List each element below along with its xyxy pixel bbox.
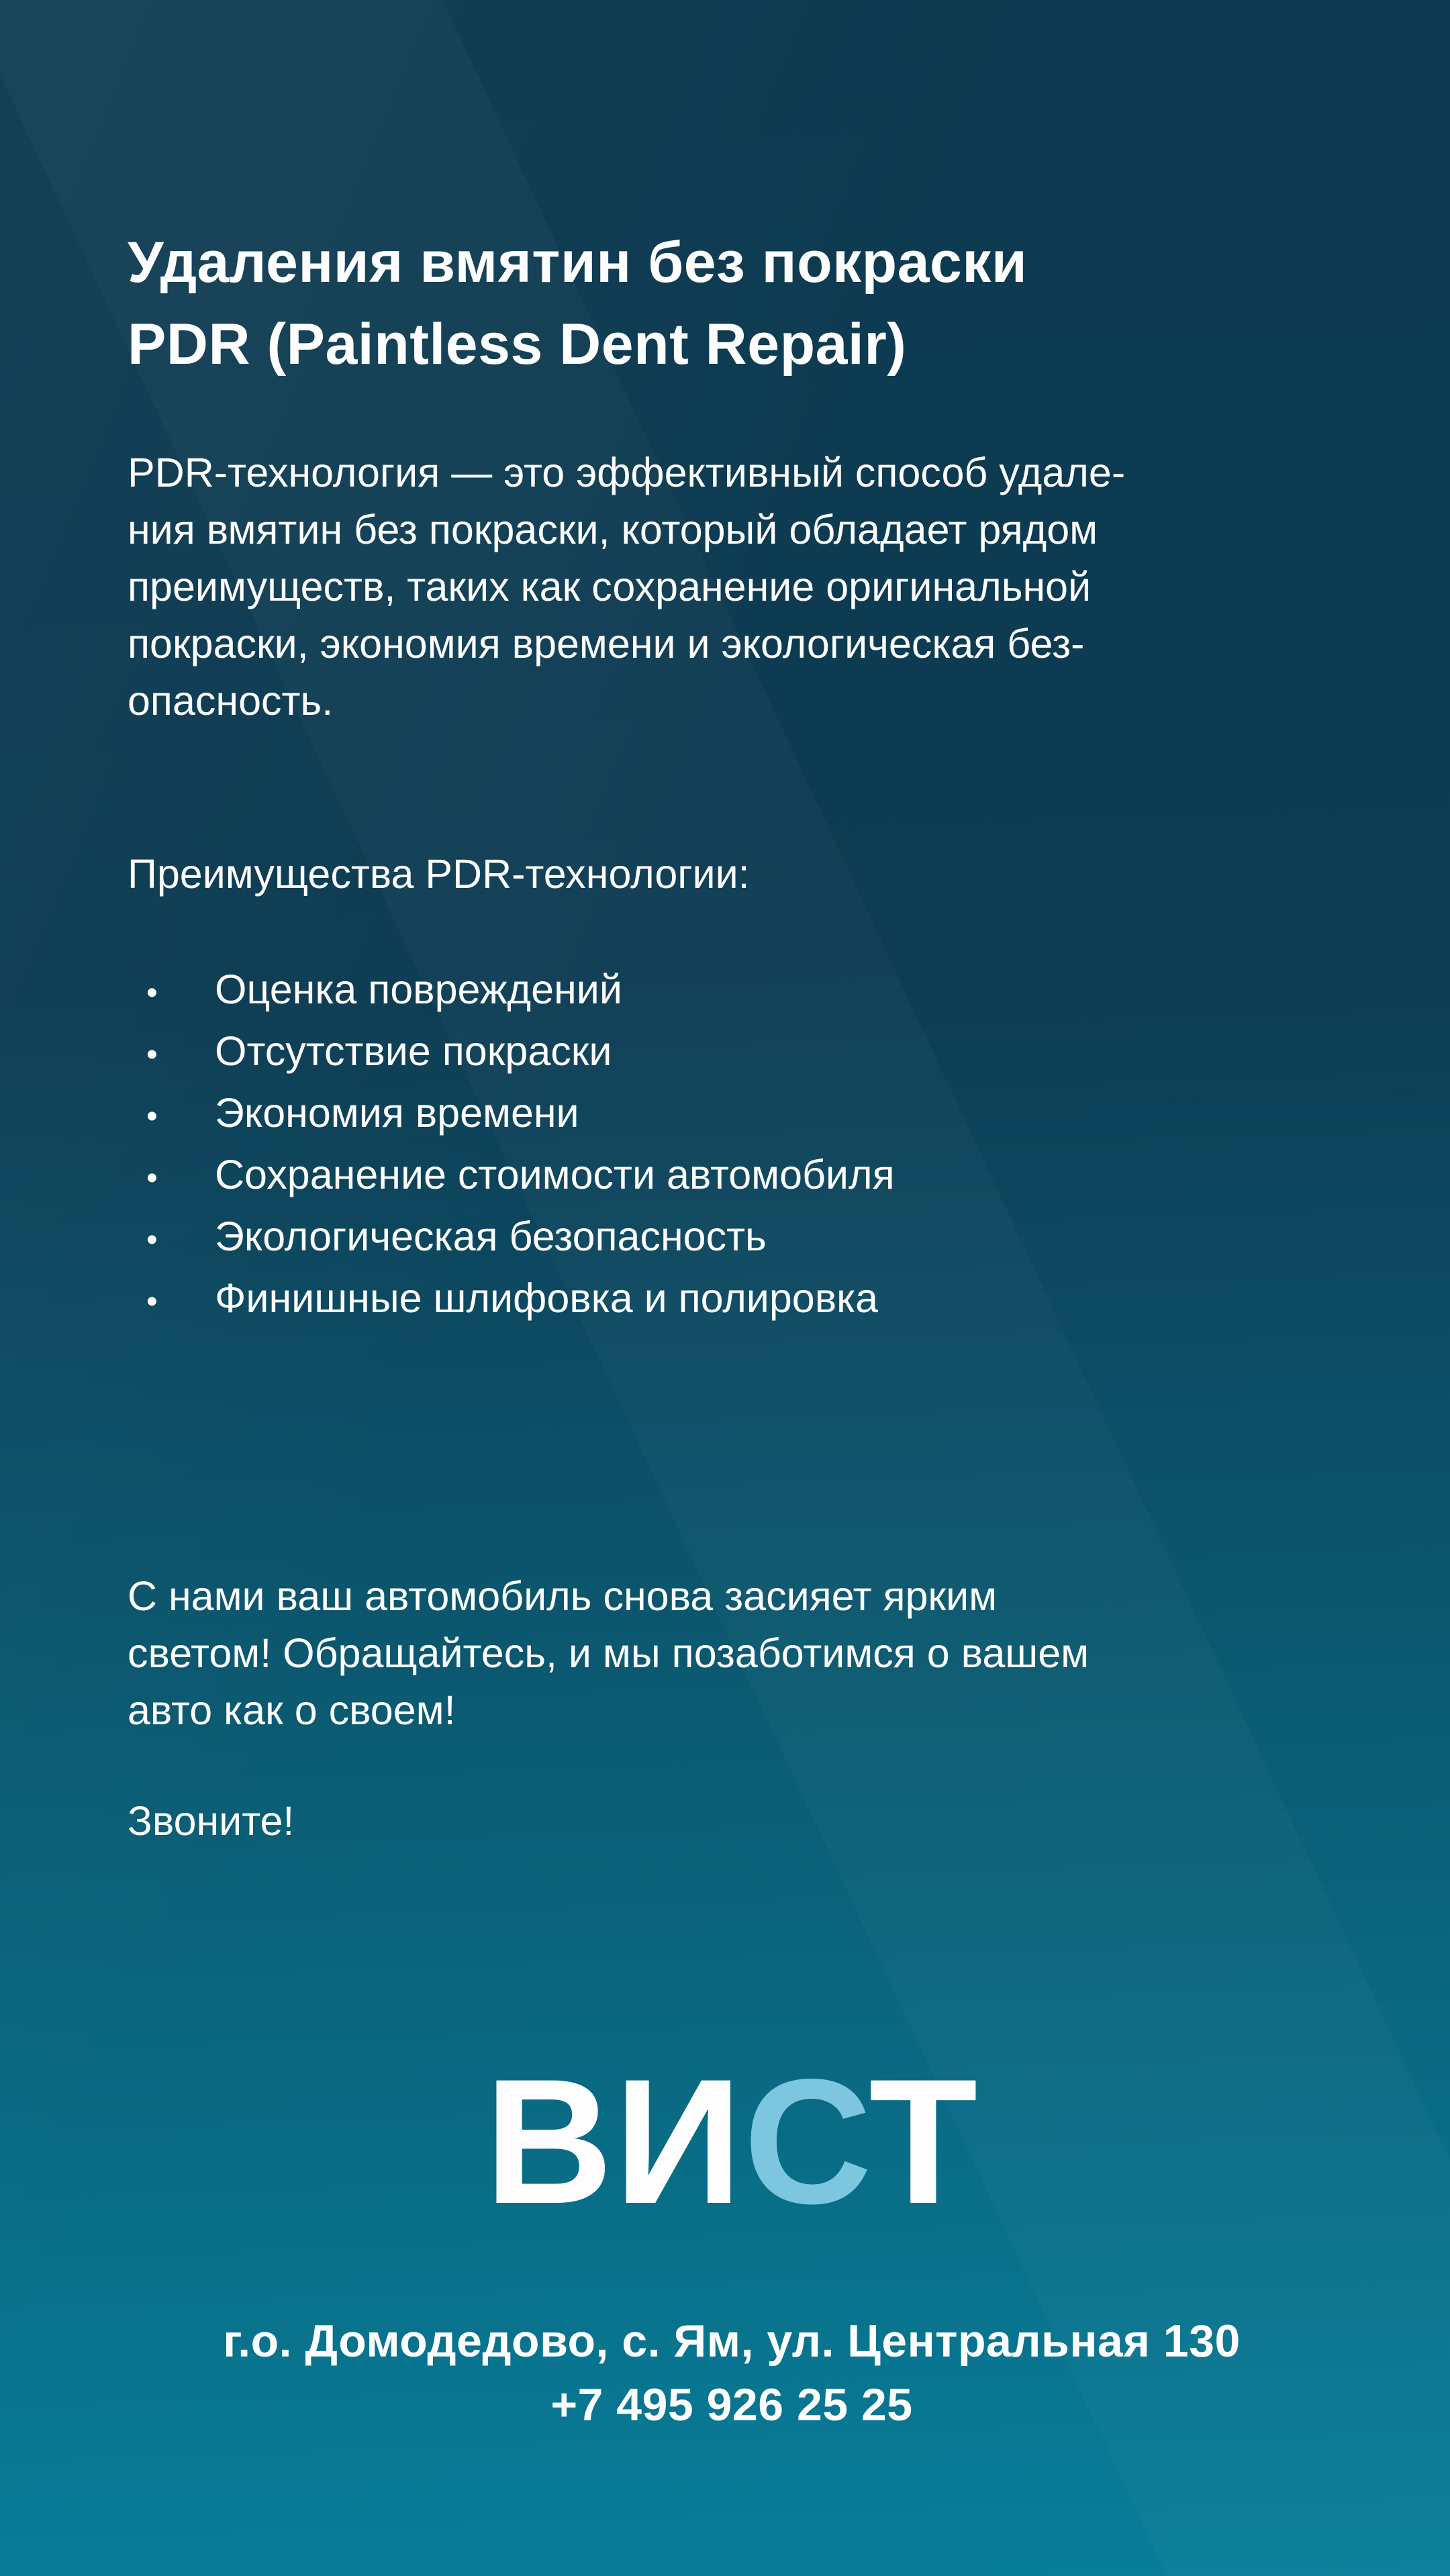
intro-line: покраски, экономия времени и экологическая без- (128, 621, 1085, 666)
advantage-label: Сохранение стоимости автомобиля (215, 1152, 895, 1197)
phone-line: +7 495 926 25 25 (550, 2379, 913, 2430)
closing-line: С нами ваш автомобиль снова засияет ярким (128, 1573, 998, 1619)
intro-line: PDR-технология — это эффективный способ удале- (128, 450, 1126, 495)
bullet-icon: • (146, 1160, 158, 1196)
list-item (128, 960, 1336, 1022)
footer (128, 2310, 1336, 2437)
call-to-action: Звоните! (128, 1798, 295, 1844)
intro-line: ния вмятин без покраски, который обладает рядом (128, 507, 1098, 552)
intro-line: преимуществ, таких как сохранение оригинальной (128, 564, 1092, 609)
bullet-icon: • (146, 1284, 158, 1320)
list-item (128, 1022, 1336, 1084)
advantages-list (128, 960, 1336, 1331)
advantage-label: Финишные шлифовка и полировка (215, 1275, 879, 1321)
advantage-label: Оценка повреждений (215, 967, 622, 1012)
list-item (128, 1146, 1336, 1207)
list-item (128, 1269, 1336, 1331)
address-line: г.о. Домодедово, с. Ям, ул. Центральная 130 (223, 2316, 1241, 2367)
page-title (128, 221, 1336, 385)
bullet-icon: • (146, 975, 158, 1011)
closing-line: светом! Обращайтесь, и мы позаботимся о вашем (128, 1630, 1090, 1676)
bullet-icon: • (146, 1099, 158, 1134)
logo-text-left: ВИ (484, 2042, 744, 2241)
intro-paragraph (128, 444, 1336, 730)
logo-text-right: Т (869, 2042, 979, 2241)
title-line-1: Удаления вмятин без покраски (128, 230, 1028, 295)
advantage-label: Отсутствие покраски (215, 1028, 612, 1074)
logo-text-accent: С (743, 2042, 869, 2241)
closing-paragraph (128, 1568, 1336, 1739)
bullet-icon: • (146, 1222, 158, 1258)
list-item (128, 1207, 1336, 1269)
advantage-label: Экологическая безопасность (215, 1213, 767, 1259)
title-line-2: PDR (Paintless Dent Repair) (128, 312, 907, 377)
closing-line: авто как о своем! (128, 1687, 456, 1733)
advantages-heading: Преимущества PDR-технологии: (128, 851, 750, 897)
list-item (128, 1084, 1336, 1146)
brand-logo (128, 2041, 1336, 2242)
bullet-icon: • (146, 1037, 158, 1073)
intro-line: опасность. (128, 678, 334, 724)
advantage-label: Экономия времени (215, 1090, 579, 1136)
